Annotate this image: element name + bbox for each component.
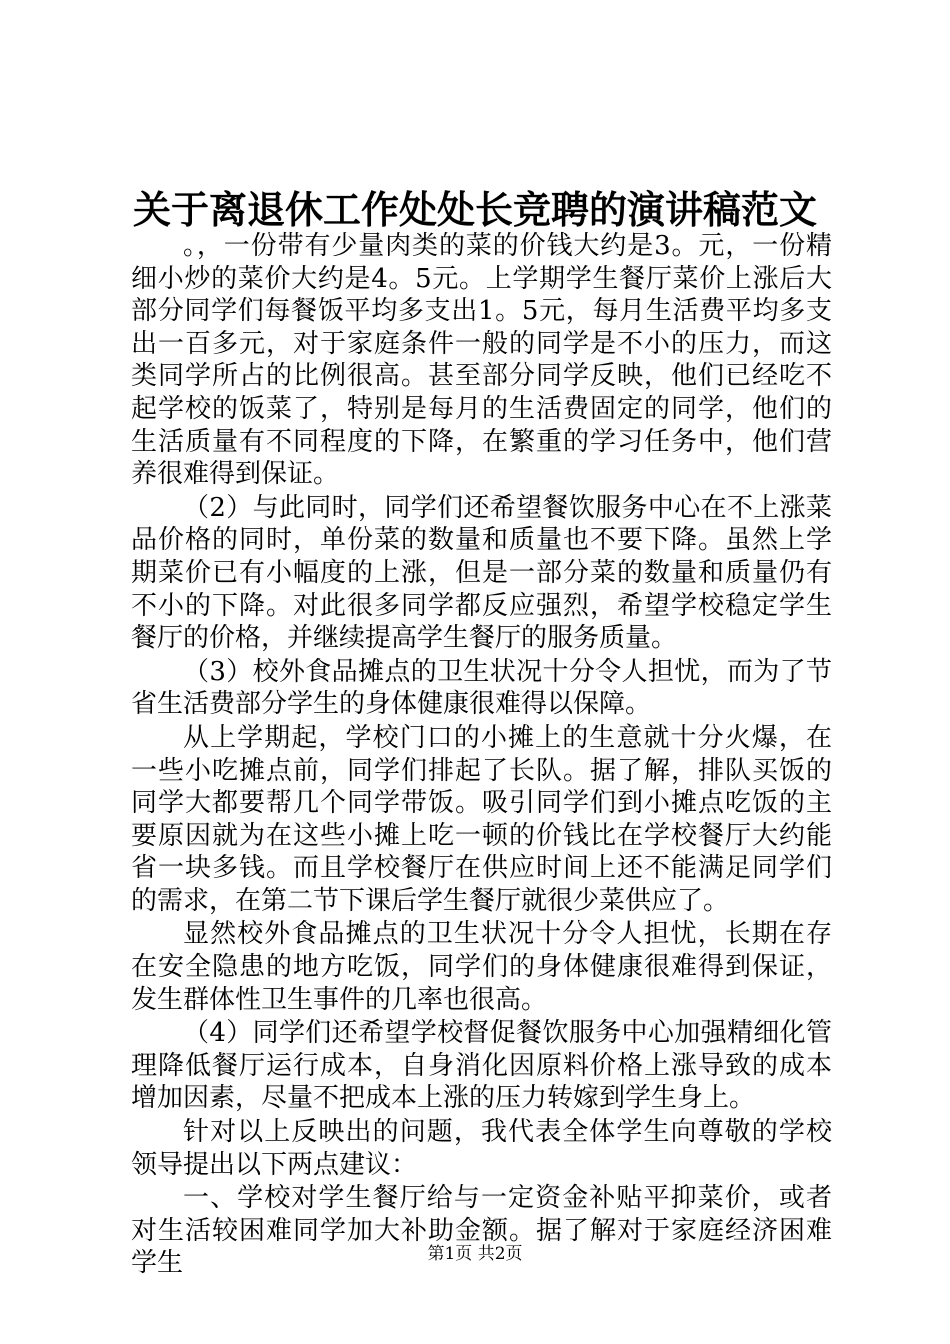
paragraph: （4）同学们还希望学校督促餐饮服务中心加强精细化管理降低餐厅运行成本，自身消化因原料价格上涨导致的成本增加因素，尽量不把成本上涨的压力转嫁到学生身上。	[131, 1018, 832, 1114]
paragraph: （2）与此同时，同学们还希望餐饮服务中心在不上涨菜品价格的同时，单份菜的数量和质量也不要下降。虽然上学期菜价已有小幅度的上涨，但是一部分菜的数量和质量仍有不小的下降。对此很多同学都反应强烈，希望学校稳定学生餐厅的价格，并继续提高学生餐厅的服务质量。	[131, 492, 832, 654]
page-footer: 第1页 共2页	[427, 1244, 523, 1264]
paragraph: 一、学校对学生餐厅给与一定资金补贴平抑菜价，或者对生活较困难同学加大补助金额。据了解对于家庭经济困难学生	[131, 1183, 832, 1279]
paragraph: 针对以上反映出的问题，我代表全体学生向尊敬的学校领导提出以下两点建议：	[131, 1117, 832, 1180]
document-title: 关于离退休工作处处长竞聘的演讲稿范文	[132, 187, 817, 232]
document-body	[131, 230, 832, 1281]
paragraph: 。，一份带有少量肉类的菜的价钱大约是3。元，一份精细小炒的菜价大约是4。5元。上学期学生餐厅菜价上涨后大部分同学们每餐饭平均多支出1。5元，每月生活费平均多支出一百多元，对于家庭条件一般的同学是不小的压力，而这类同学所占的比例很高。甚至部分同学反映，他们已经吃不起学校的饭菜了，特别是每月的生活费固定的同学，他们的生活质量有不同程度的下降，在繁重的学习任务中，他们营养很难得到保证。	[131, 231, 832, 490]
paragraph: （3）校外食品摊点的卫生状况十分令人担忧，而为了节省生活费部分学生的身体健康很难得以保障。	[131, 656, 832, 720]
paragraph: 显然校外食品摊点的卫生状况十分令人担忧，长期在存在安全隐患的地方吃饭，同学们的身体健康很难得到保证，发生群体性卫生事件的几率也很高。	[131, 919, 832, 1015]
paragraph: 从上学期起，学校门口的小摊上的生意就十分火爆，在一些小吃摊点前，同学们排起了长队。据了解，排队买饭的同学大都要帮几个同学带饭。吸引同学们到小摊点吃饭的主要原因就为在这些小摊上吃一顿的价钱比在学校餐厅大约能省一块多钱。而且学校餐厅在供应时间上还不能满足同学们的需求，在第二节下课后学生餐厅就很少菜供应了。	[131, 722, 832, 916]
